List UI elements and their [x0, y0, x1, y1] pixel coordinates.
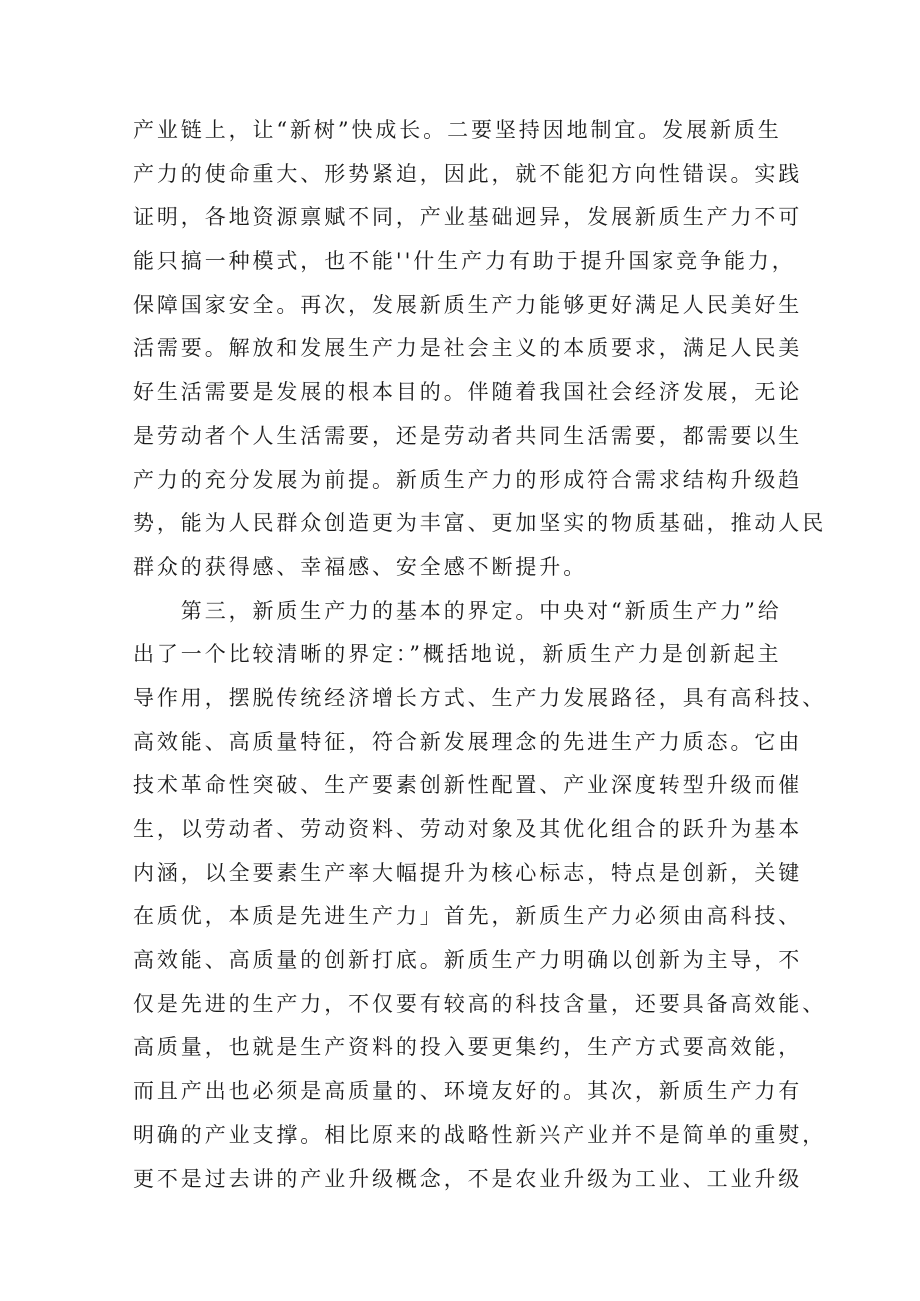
- text-line: 产业链上，让“新树”快成长。二要坚持因地制宜。发展新质生: [133, 118, 782, 142]
- body-text: [133, 109, 827, 1201]
- text-line: 在质优，本质是先进生产力」首先，新质生产力必须由高科技、: [133, 904, 803, 929]
- text-line: 而且产出也必须是高质量的、环境友好的。其次，新质生产力有: [133, 1079, 803, 1104]
- text-line: 高效能、高质量特征，符合新发展理念的先进生产力质态。它由: [133, 729, 803, 754]
- text-line: 活需要。解放和发展生产力是社会主义的本质要求，满足人民美: [133, 336, 803, 361]
- text-line: 证明，各地资源禀赋不同，产业基础迥异，发展新质生产力不可: [133, 205, 803, 230]
- text-line: 出了一个比较清晰的界定：”概括地说，新质生产力是创新起主: [133, 642, 782, 667]
- paragraph-start-line: 第三，新质生产力的基本的界定。中央对“新质生产力”给: [133, 598, 782, 623]
- text-line: 内涵，以全要素生产率大幅提升为核心标志，特点是创新，关键: [133, 860, 803, 885]
- text-line: 更不是过去讲的产业升级概念，不是农业升级为工业、工业升级: [133, 1166, 803, 1191]
- text-line: 高效能、高质量的创新打底。新质生产力明确以创新为主导，不: [133, 948, 803, 973]
- text-line: 保障国家安全。再次，发展新质生产力能够更好满足人民美好生: [133, 292, 803, 317]
- text-line: 群众的获得感、幸福感、安全感不断提升。: [133, 554, 588, 579]
- text-line: 能只搞一种模式，也不能''什生产力有助于提升国家竞争能力，: [133, 249, 796, 274]
- text-line: 高质量，也就是生产资料的投入要更集约，生产方式要高效能，: [133, 1035, 803, 1060]
- text-line: 仅是先进的生产力，不仅要有较高的科技含量，还要具备高效能、: [133, 991, 827, 1016]
- text-line: 产力的使命重大、形势紧迫，因此，就不能犯方向性错误。实践: [133, 161, 803, 186]
- text-line: 生，以劳动者、劳动资料、劳动对象及其优化组合的跃升为基本: [133, 817, 803, 841]
- text-line: 好生活需要是发展的根本目的。伴随着我国社会经济发展，无论: [133, 380, 803, 405]
- text-line: 明确的产业支撑。相比原来的战略性新兴产业并不是简单的重熨，: [133, 1122, 827, 1147]
- text-line: 产力的充分发展为前提。新质生产力的形成符合需求结构升级趋: [133, 467, 803, 492]
- text-line: 导作用，摆脱传统经济增长方式、生产力发展路径，具有高科技、: [133, 685, 827, 710]
- text-line: 是劳动者个人生活需要，还是劳动者共同生活需要，都需要以生: [133, 423, 803, 448]
- text-line: 技术革命性突破、生产要素创新性配置、产业深度转型升级而催: [133, 773, 803, 798]
- text-line: 势，能为人民群众创造更为丰富、更加坚实的物质基础，推动人民: [133, 511, 827, 536]
